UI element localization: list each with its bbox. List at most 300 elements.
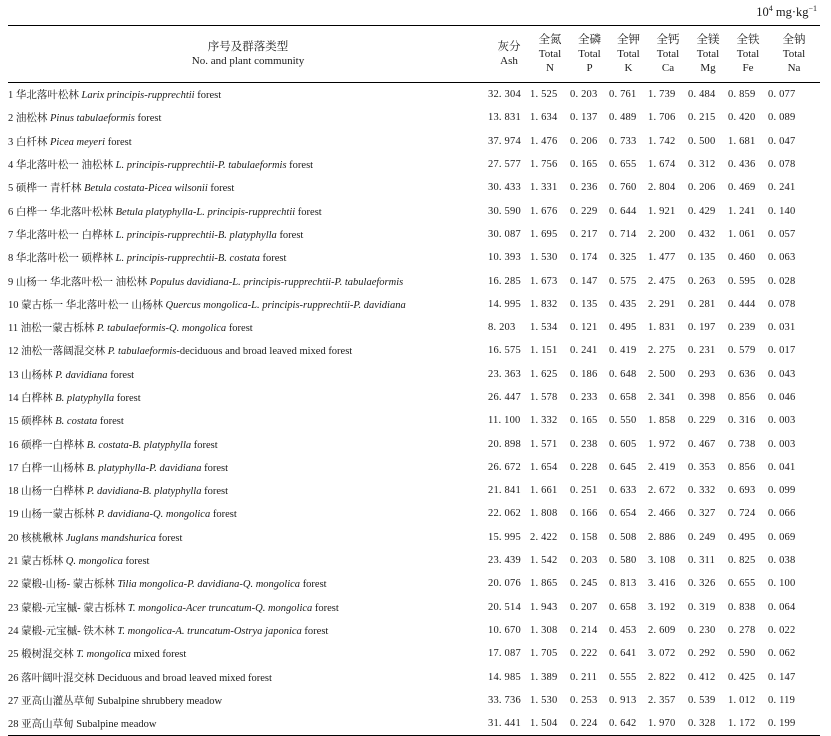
community-sci: Quercus mongolica-L. principis-rupprechtii-P. davidiana [165,299,406,311]
ash-value: 17. 087 [488,648,521,660]
p-value: 0. 229 [570,205,598,217]
community-sci: B. platyphylla-P. davidiana [86,462,202,474]
n-value: 1. 808 [530,508,558,520]
p-value: 0. 233 [570,392,598,403]
fe-value: 0. 460 [728,252,756,264]
community-en: forest [276,229,304,241]
mg-value: 0. 429 [688,205,716,217]
ca-value: 3. 192 [648,601,676,613]
community-sci: P. davidiana-Q. mongolica [97,509,211,521]
community-en: forest [122,556,150,568]
fe-value: 0. 838 [728,601,756,613]
header-ca: 全钙 Total Ca [648,26,688,83]
header-n: 全氮 Total N [530,26,570,83]
ash-value: 30. 433 [488,182,521,194]
community-sci: Betula platyphylla-L. principis-rupprechtii [115,206,296,218]
ash-value: 21. 841 [488,485,521,497]
community-zh: 14 白桦林 [8,393,56,404]
community-en: forest [201,486,229,498]
community-cell [8,479,488,502]
community-sci: B. costata [55,416,98,428]
mg-value: 0. 319 [688,601,716,613]
ash-value: 20. 076 [488,578,521,590]
na-value: 0. 078 [768,298,796,310]
na-value: 0. 003 [768,415,796,427]
table-row [8,130,820,153]
k-value: 0. 555 [609,671,637,683]
na-value: 0. 089 [768,112,796,124]
n-value: 1. 865 [530,578,558,590]
ca-value: 1. 921 [648,205,676,217]
n-value: 1. 943 [530,601,558,613]
community-sci: P. tabulaeformis-Q. mongolica [96,323,227,335]
community-en: Subalpine meadow [76,719,157,731]
ash-value: 15. 995 [488,531,521,543]
n-value: 1. 308 [530,624,558,636]
p-value: 0. 238 [570,438,598,450]
k-value: 0. 641 [609,648,637,660]
community-cell [8,572,488,595]
ca-value: 1. 674 [648,159,676,171]
ash-value: 30. 087 [488,228,521,240]
n-value: 1. 625 [530,368,558,380]
ca-value: 2. 672 [648,485,676,497]
n-value: 1. 389 [530,671,558,683]
community-zh: 2 油松林 [8,113,50,125]
na-value: 0. 066 [768,508,796,520]
community-sci: Picea meyeri [50,136,106,148]
table-row [8,106,820,129]
na-value: 0. 119 [768,694,796,706]
mg-value: 0. 249 [688,531,716,543]
ca-value: 2. 275 [648,345,676,357]
p-value: 0. 207 [570,601,598,613]
k-value: 0. 495 [609,322,637,334]
na-value: 0. 147 [768,671,796,683]
k-value: 0. 633 [609,485,637,497]
p-value: 0. 147 [570,275,598,287]
fe-value: 0. 856 [728,461,756,473]
p-value: 0. 222 [570,648,598,660]
p-value: 0. 253 [570,694,598,706]
ca-value: 2. 341 [648,392,676,403]
fe-value: 0. 278 [728,624,756,636]
community-cell [8,293,488,316]
community-cell [8,246,488,269]
community-en: forest [105,136,132,148]
n-value: 1. 832 [530,298,558,310]
k-value: 0. 760 [609,182,637,194]
p-value: 0. 251 [570,485,598,497]
k-value: 0. 550 [609,415,637,427]
k-value: 0. 453 [609,624,637,636]
community-zh: 25 椴树混交林 [8,649,77,661]
k-value: 0. 645 [609,461,637,473]
ash-value: 27. 577 [488,159,521,171]
n-value: 1. 654 [530,461,558,473]
community-en: forest [191,439,218,451]
k-value: 0. 733 [609,135,637,147]
fe-value: 0. 590 [728,648,756,660]
community-sci: Tilia mongolica-P. davidiana-Q. mongolica [117,579,301,591]
community-en: forest [155,532,183,544]
table-row [8,596,820,619]
ash-value: 33. 736 [488,694,521,706]
ca-value: 1. 477 [648,252,676,264]
n-value: 1. 542 [530,555,558,567]
n-value: 1. 530 [530,252,558,264]
community-cell [8,83,488,107]
ca-value: 1. 970 [648,712,688,736]
na-value: 0. 047 [768,135,796,147]
ash-value: 13. 831 [488,112,521,124]
n-value: 1. 634 [530,112,558,124]
p-value: 0. 166 [570,508,598,520]
p-value: 0. 174 [570,252,598,264]
community-zh: 6 白桦一 华北落叶松林 [8,206,116,218]
mg-value: 0. 328 [688,712,728,736]
k-value: 0. 648 [609,368,637,380]
fe-value: 0. 636 [728,368,756,380]
community-en: forest [226,323,253,335]
community-en: forest [210,509,237,521]
k-value: 0. 489 [609,112,637,124]
table-row [8,176,820,199]
community-cell [8,130,488,153]
n-value: 1. 332 [530,415,558,427]
community-sci: Larix principis-rupprechtii [81,90,195,102]
table-row [8,549,820,572]
n-value: 1. 151 [530,345,558,357]
na-value: 0. 003 [768,438,796,450]
k-value: 0. 658 [609,392,637,403]
na-value: 0. 241 [768,182,796,194]
na-value: 0. 017 [768,345,796,357]
community-en: forest [201,462,229,474]
community-zh: 23 蒙椴-元宝槭- 蒙古栎林 [8,602,128,614]
fe-value: 0. 693 [728,485,756,497]
community-sci: Pinus tabulaeformis [50,113,135,125]
community-cell [8,176,488,199]
community-zh: 7 华北落叶松一 白桦林 [8,229,116,241]
ash-value: 23. 439 [488,555,521,567]
p-value: 0. 203 [570,555,598,567]
na-value: 0. 028 [768,275,796,287]
community-cell [8,199,488,222]
table-row [8,363,820,386]
community-sci: L. principis-rupprechtii-B. platyphylla [115,229,277,241]
p-value: 0. 217 [570,228,598,240]
mg-value: 0. 206 [688,182,716,194]
fe-value: 0. 856 [728,392,756,403]
community-zh: 17 白桦一山杨林 [8,462,87,474]
community-cell [8,269,488,292]
community-zh: 16 硕桦一白桦林 [8,439,87,451]
ash-value: 14. 995 [488,298,521,310]
table-row [8,619,820,642]
community-en: forest [97,416,124,428]
fe-value: 0. 579 [728,345,756,357]
k-value: 0. 655 [609,159,637,171]
k-value: 0. 419 [609,345,637,357]
mg-value: 0. 281 [688,298,716,310]
table-row [8,246,820,269]
na-value: 0. 062 [768,648,796,660]
community-sci: T. mongolica [76,649,131,661]
k-value: 0. 658 [609,601,637,613]
community-en: mixed forest [130,649,187,661]
fe-value: 0. 738 [728,438,756,450]
community-zh: 18 山杨一白桦林 [8,486,87,498]
table-row [8,502,820,525]
mg-value: 0. 293 [688,368,716,380]
table-row [8,642,820,665]
mg-value: 0. 432 [688,228,716,240]
fe-value: 0. 655 [728,578,756,590]
ca-value: 2. 804 [648,182,676,194]
fe-value: 0. 425 [728,671,756,683]
table-row [8,386,820,409]
community-cell [8,106,488,129]
community-zh: 8 华北落叶松一 硕桦林 [8,253,116,265]
mg-value: 0. 231 [688,345,716,357]
mg-value: 0. 311 [688,555,716,567]
p-value: 0. 224 [570,712,609,736]
n-value: 1. 525 [530,89,558,101]
p-value: 0. 236 [570,182,598,194]
community-en: forest [295,206,322,218]
mg-value: 0. 326 [688,578,716,590]
na-value: 0. 199 [768,712,820,736]
community-zh: 27 亚高山灌丛草甸 [8,695,98,707]
ash-value: 10. 670 [488,624,521,636]
p-value: 0. 165 [570,415,598,427]
community-zh: 9 山杨一 华北落叶松一 油松林 [8,276,150,288]
k-value: 0. 605 [609,438,637,450]
header-p: 全磷 Total P [570,26,609,83]
fe-value: 0. 420 [728,112,756,124]
na-value: 0. 046 [768,392,796,403]
community-sci: T. mongolica-A. truncatum-Ostrya japonica [117,625,302,637]
community-en: forest [300,579,327,591]
community-cell [8,456,488,479]
ca-value: 2. 886 [648,531,676,543]
na-value: 0. 099 [768,485,796,497]
community-sci: Populus davidiana-L. principis-rupprechtii-P. tabulaeformis [149,276,404,288]
table-row [8,479,820,502]
k-value: 0. 813 [609,578,637,590]
community-cell [8,526,488,549]
header-fe: 全铁 Total Fe [728,26,768,83]
table-row [8,712,820,736]
k-value: 0. 644 [609,205,637,217]
fe-value: 0. 825 [728,555,756,567]
k-value: 0. 508 [609,531,637,543]
na-value: 0. 057 [768,228,796,240]
ash-value: 20. 514 [488,601,521,613]
mg-value: 0. 263 [688,275,716,287]
mg-value: 0. 229 [688,415,716,427]
ca-value: 1. 858 [648,415,676,427]
mg-value: 0. 312 [688,159,716,171]
ash-value: 16. 285 [488,275,521,287]
ash-value: 14. 985 [488,671,521,683]
ash-value: 37. 974 [488,135,521,147]
fe-value: 1. 241 [728,205,756,217]
community-sci: L. principis-rupprechtii-P. tabulaeformis [115,160,287,172]
na-value: 0. 031 [768,322,796,334]
community-cell [8,223,488,246]
mg-value: 0. 197 [688,322,716,334]
mg-value: 0. 484 [688,89,716,101]
mg-value: 0. 353 [688,461,716,473]
header-ash: 灰分 Ash [488,26,530,83]
k-value: 0. 435 [609,298,637,310]
p-value: 0. 186 [570,368,598,380]
community-en: forest [107,369,135,381]
k-value: 0. 642 [609,712,648,736]
fe-value: 1. 172 [728,712,768,736]
community-cell [8,596,488,619]
mg-value: 0. 467 [688,438,716,450]
community-cell [8,409,488,432]
ash-value: 20. 898 [488,438,521,450]
community-zh: 24 蒙椴-元宝槭- 铁木林 [8,625,118,637]
community-cell [8,642,488,665]
community-cell [8,386,488,409]
fe-value: 0. 436 [728,159,756,171]
header-k: 全钾 Total K [609,26,648,83]
community-zh: 13 山杨林 [8,369,56,381]
n-value: 1. 530 [530,694,558,706]
mg-value: 0. 500 [688,135,716,147]
ca-value: 2. 200 [648,228,676,240]
table-row [8,199,820,222]
ca-value: 2. 357 [648,694,676,706]
community-zh: 28 亚高山草甸 [8,719,77,731]
community-en: forest [312,602,339,614]
n-value: 1. 756 [530,159,558,171]
community-zh: 21 蒙古栎林 [8,556,66,568]
n-value: 2. 422 [530,531,558,543]
ash-value: 16. 575 [488,345,521,357]
table-row [8,153,820,176]
community-zh: 4 华北落叶松一 油松林 [8,160,116,172]
n-value: 1. 571 [530,438,558,450]
n-value: 1. 504 [530,712,570,736]
community-sci: B. platyphylla [55,393,115,404]
ash-value: 11. 100 [488,415,521,427]
community-sci: P. tabulaeformis [107,346,177,358]
mg-value: 0. 215 [688,112,716,124]
header-na: 全钠 Total Na [768,26,820,83]
k-value: 0. 575 [609,275,637,287]
table-row [8,572,820,595]
mg-value: 0. 292 [688,648,716,660]
community-cell [8,549,488,572]
community-sci: P. davidiana-B. platyphylla [86,486,202,498]
community-en: -deciduous and broad leaved mixed forest [176,346,353,358]
n-value: 1. 578 [530,392,558,403]
p-value: 0. 203 [570,89,598,101]
p-value: 0. 121 [570,322,598,334]
ca-value: 1. 739 [648,89,676,101]
mg-value: 0. 332 [688,485,716,497]
nutrient-table [8,25,820,736]
n-value: 1. 534 [530,322,558,334]
n-value: 1. 476 [530,135,558,147]
table-row [8,689,820,712]
fe-value: 0. 444 [728,298,756,310]
n-value: 1. 676 [530,205,558,217]
community-zh: 15 硕桦林 [8,416,56,428]
na-value: 0. 077 [768,89,796,101]
community-sci: L. principis-rupprechtii-B. costata [115,253,260,265]
fe-value: 1. 681 [728,135,756,147]
community-en: forest [207,183,235,195]
community-en: forest [259,253,287,265]
fe-value: 0. 495 [728,531,756,543]
ca-value: 2. 419 [648,461,676,473]
ca-value: 1. 706 [648,112,676,124]
mg-value: 0. 412 [688,671,716,683]
k-value: 0. 654 [609,508,637,520]
p-value: 0. 214 [570,624,598,636]
community-cell [8,619,488,642]
mg-value: 0. 230 [688,624,716,636]
community-cell [8,339,488,362]
ca-value: 2. 466 [648,508,676,520]
table-row [8,665,820,688]
k-value: 0. 325 [609,252,637,264]
ash-value: 8. 203 [488,322,516,334]
community-sci: T. mongolica-Acer truncatum-Q. mongolica [127,602,313,614]
table-row [8,456,820,479]
community-zh: 22 蒙椴-山杨- 蒙古栎林 [8,579,118,591]
table-row [8,526,820,549]
community-en: forest [194,90,222,102]
p-value: 0. 137 [570,112,598,124]
mg-value: 0. 398 [688,392,716,403]
ash-value: 26. 672 [488,461,521,473]
fe-value: 0. 859 [728,89,756,101]
ca-value: 2. 291 [648,298,676,310]
header-community: 序号及群落类型 No. and plant community [8,26,488,83]
na-value: 0. 038 [768,555,796,567]
ca-value: 3. 072 [648,648,676,660]
ash-value: 22. 062 [488,508,521,520]
p-value: 0. 211 [570,671,598,683]
na-value: 0. 140 [768,205,796,217]
ash-value: 23. 363 [488,368,521,380]
table-row [8,269,820,292]
fe-value: 0. 239 [728,322,756,334]
header-mg: 全镁 Total Mg [688,26,728,83]
ca-value: 1. 742 [648,135,676,147]
ca-value: 1. 831 [648,322,676,334]
p-value: 0. 241 [570,345,598,357]
community-zh: 1 华北落叶松林 [8,90,82,102]
na-value: 0. 069 [768,531,796,543]
na-value: 0. 022 [768,624,796,636]
community-cell [8,316,488,339]
ca-value: 2. 500 [648,368,676,380]
table-row [8,432,820,455]
community-sci: B. costata-B. platyphylla [86,439,192,451]
community-sci: Juglans mandshurica [65,532,156,544]
fe-value: 1. 012 [728,694,756,706]
na-value: 0. 078 [768,159,796,171]
